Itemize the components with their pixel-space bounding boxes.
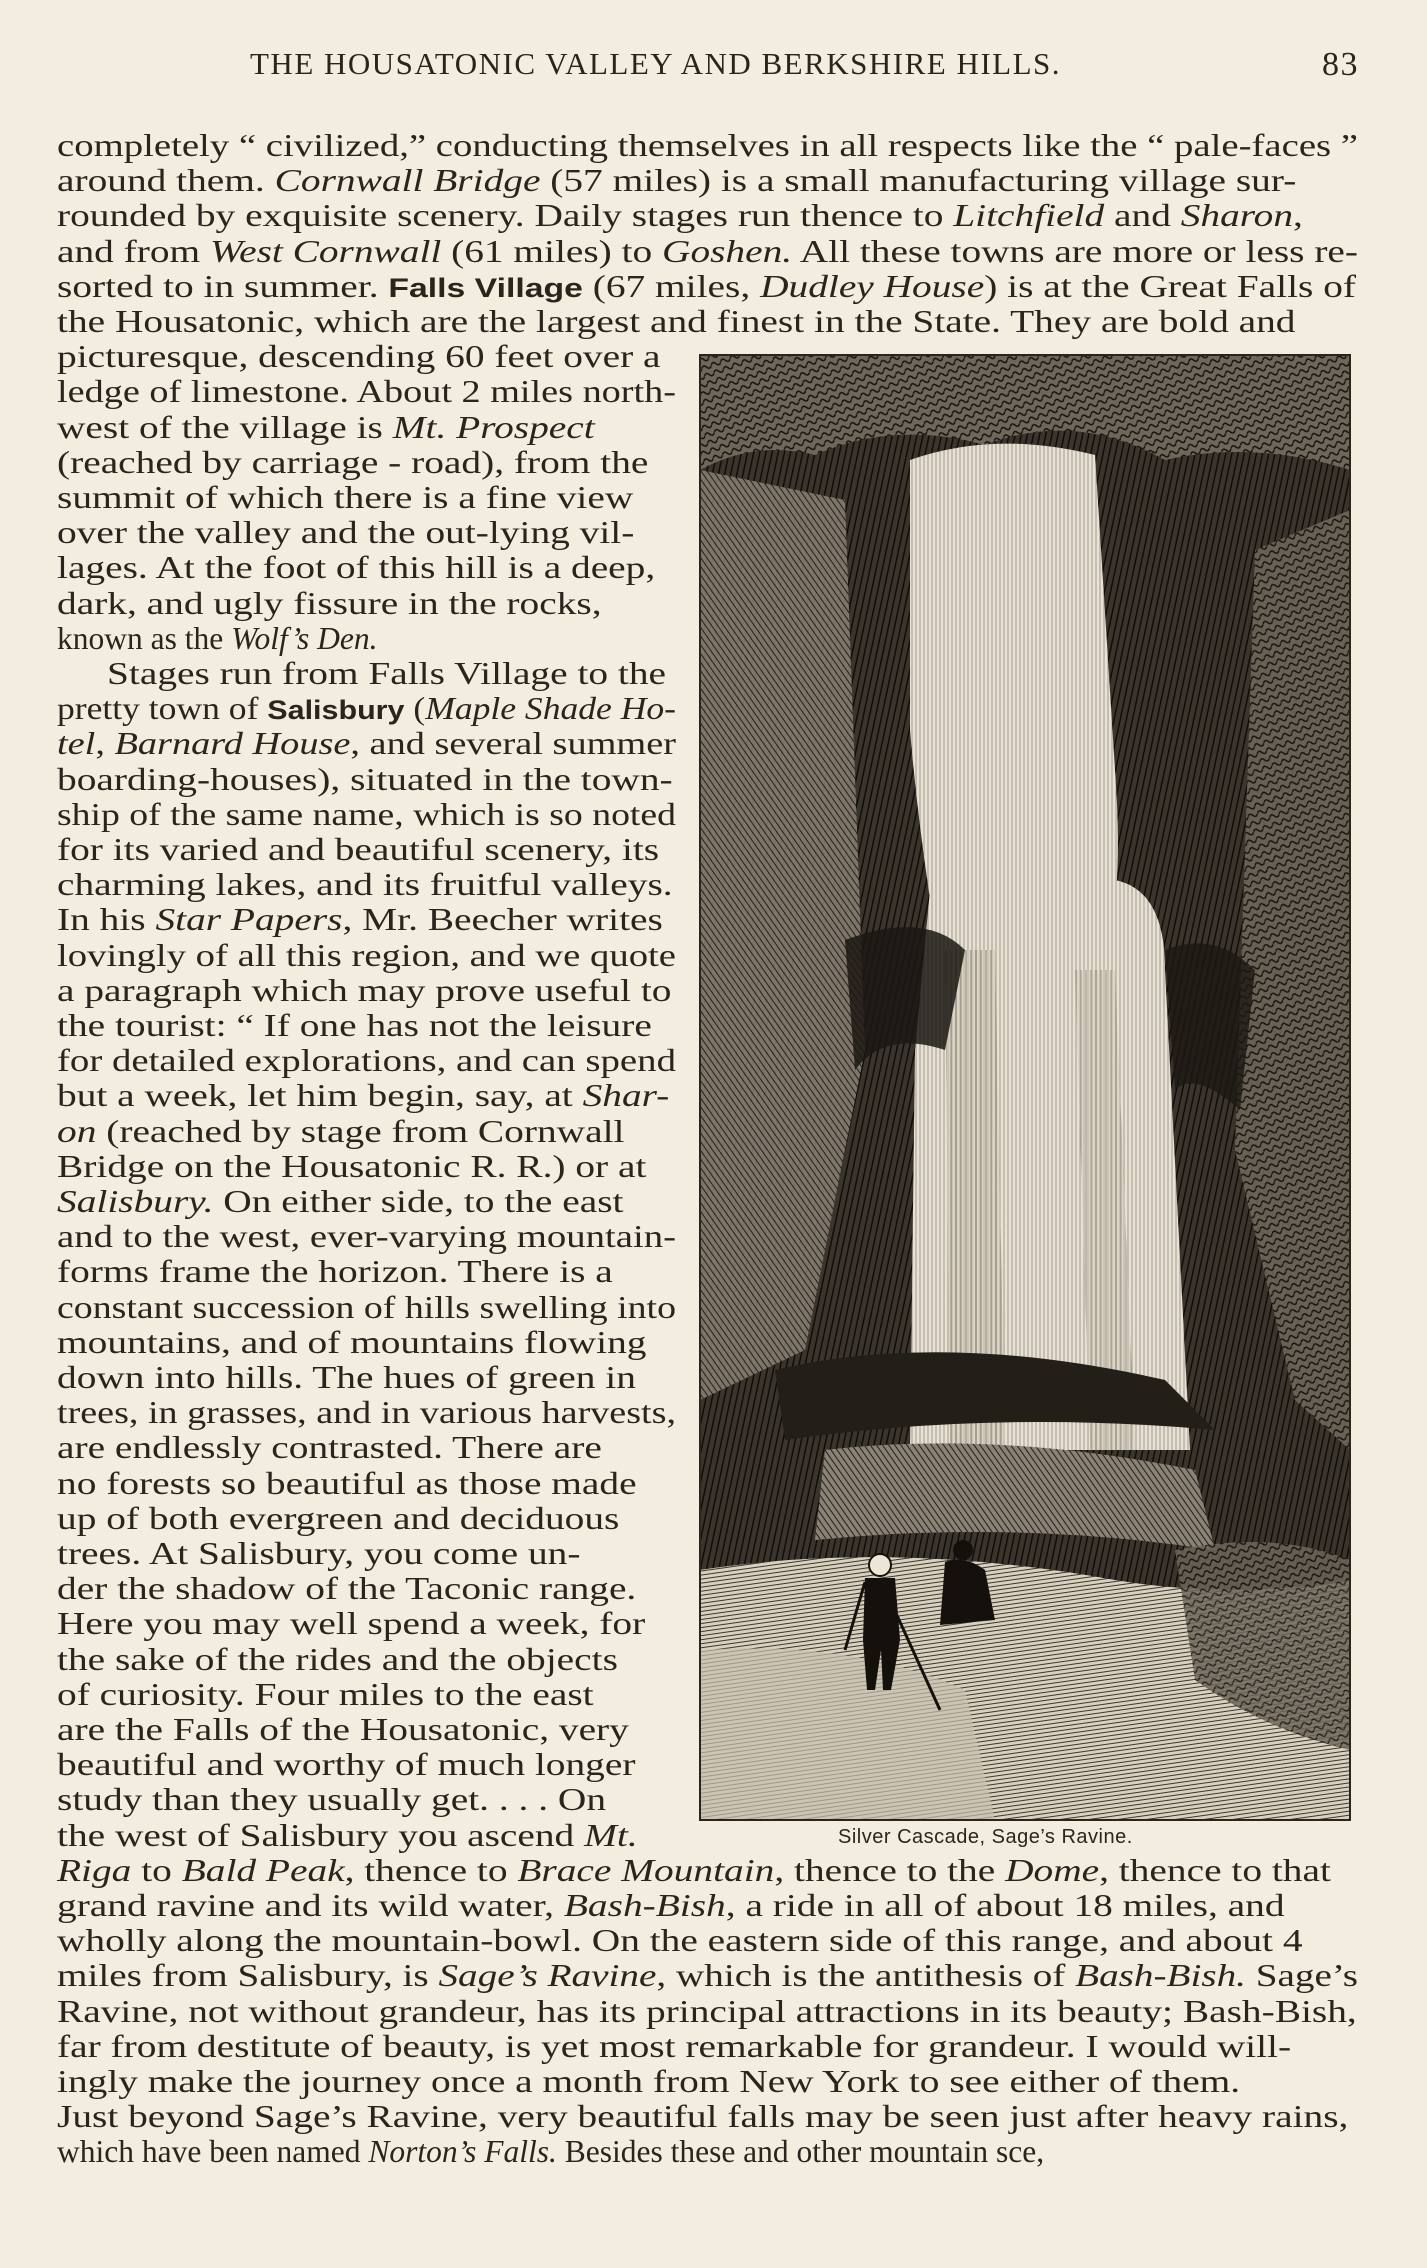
text-run: Maple Shade Ho-: [425, 691, 676, 727]
text-run: Star Papers: [155, 902, 343, 938]
text-line: [57, 1642, 618, 1677]
text-run: Brace Mountain: [517, 1852, 775, 1888]
text-run: miles from Salisbury, is: [57, 1958, 439, 1994]
text-run: for its varied and beautiful scenery, its: [57, 832, 660, 867]
text-line: [57, 515, 634, 550]
text-line: [57, 480, 633, 515]
text-line: [57, 1430, 602, 1465]
text-line: [57, 1923, 1303, 1958]
text-line: [57, 1536, 580, 1571]
text-run: grand ravine and its wild water,: [57, 1888, 564, 1923]
text-run: Stages run from Falls Village to the: [107, 656, 667, 691]
text-run: are the Falls of the Housatonic, very: [57, 1712, 629, 1747]
text-line: [57, 2134, 1044, 2169]
text-run: ) is at the Great Falls of: [984, 268, 1357, 304]
text-run: but a week, let him begin, say, at: [57, 1078, 583, 1114]
text-run: lovingly of all this region, and we quote: [57, 937, 676, 973]
text-run: summit of which there is a fine view: [57, 480, 634, 515]
text-run: , thence to: [344, 1852, 518, 1888]
text-line: [57, 550, 655, 585]
text-run: for detailed explorations, and can spend: [57, 1043, 676, 1079]
text-line: [57, 1290, 676, 1325]
text-run: Dome: [1005, 1852, 1100, 1888]
text-line: [57, 410, 595, 445]
text-run: pretty town of: [57, 691, 268, 727]
text-line: [57, 1078, 669, 1113]
text-line: [57, 1818, 638, 1853]
text-run: (reached by stage from Cornwall: [96, 1113, 625, 1149]
text-line: [57, 1606, 645, 1641]
text-line: [57, 1219, 676, 1254]
text-run: Bash-Bish.: [1075, 1958, 1246, 1994]
text-run: far from destitute of beauty, is yet most remarkable for grandeur. I would will-: [57, 2028, 1292, 2064]
text-run: Bash-Bish: [563, 1888, 726, 1923]
text-run: Salisbury: [267, 695, 405, 726]
text-run: In his: [57, 902, 156, 938]
text-run: Falls Village: [388, 272, 583, 303]
text-line: [57, 1254, 613, 1289]
text-run: , and several summer: [350, 726, 676, 762]
text-run: ledge of limestone. About 2 miles north-: [57, 374, 676, 410]
text-run: Sage’s Ravine: [438, 1958, 657, 1994]
figure-caption: Silver Cascade, Sage’s Ravine.: [838, 1826, 1133, 1848]
text-line: [57, 2099, 1348, 2134]
text-run: constant succession of hills swelling into: [57, 1289, 676, 1325]
text-run: Litchfield: [953, 198, 1105, 234]
text-run: ,: [95, 726, 115, 762]
text-run: around them.: [57, 163, 275, 199]
text-run: down into hills. The hues of green in: [57, 1360, 636, 1395]
text-line: [57, 269, 1356, 306]
text-run: ,: [1293, 198, 1303, 234]
text-line: [57, 586, 602, 621]
text-run: trees, in grasses, and in various harvests,: [57, 1395, 676, 1431]
text-run: of curiosity. Four miles to the east: [57, 1676, 594, 1712]
text-run: Dudley House: [760, 268, 985, 304]
text-run: Goshen.: [662, 233, 793, 269]
text-line: [57, 867, 673, 902]
text-run: picturesque, descending 60 feet over a: [57, 339, 661, 375]
text-run: and: [1104, 198, 1181, 234]
text-line: [107, 656, 666, 691]
text-run: the Housatonic, which are the largest and finest in the State. They are bold and: [57, 304, 1296, 339]
text-line: [57, 1114, 624, 1149]
text-run: Salisbury.: [57, 1184, 214, 1219]
text-run: , Mr. Beecher writes: [342, 902, 663, 938]
text-run: and from: [57, 233, 210, 269]
text-line: [57, 339, 661, 374]
text-run: Shar-: [582, 1078, 670, 1114]
text-line: [57, 1395, 676, 1430]
text-line: [57, 1994, 1357, 2029]
text-run: Sharon: [1180, 198, 1294, 234]
text-line: [57, 1747, 635, 1782]
text-run: ship of the same name, which is so noted: [57, 796, 676, 832]
text-run: no forests so beautiful as those made: [57, 1465, 637, 1501]
text-line: [57, 234, 1358, 269]
page-number: 83: [1322, 46, 1359, 83]
text-run: Norton’s Falls.: [368, 2134, 557, 2170]
text-run: Mt.: [584, 1817, 638, 1853]
text-run: mountains, and of mountains flowing: [57, 1324, 647, 1360]
text-run: the tourist: “ If one has not the leisure: [57, 1008, 652, 1043]
text-run: Mt. Prospect: [392, 409, 595, 445]
text-run: a paragraph which may prove useful to: [57, 972, 672, 1008]
text-run: (61 miles) to: [441, 233, 663, 269]
text-run: rounded by exquisite scenery. Daily stages run thence to: [57, 198, 954, 234]
text-line: [57, 1782, 606, 1817]
text-run: Riga: [57, 1852, 132, 1888]
text-line: [57, 797, 676, 832]
text-run: Besides these and other mountain sce,: [556, 2134, 1045, 2170]
text-run: Barnard House: [114, 726, 351, 762]
text-line: [57, 1958, 1358, 1993]
text-line: [57, 198, 1303, 233]
text-run: Bald Peak: [181, 1852, 345, 1888]
text-run: west of the village is: [57, 409, 393, 445]
text-run: tel: [57, 726, 96, 762]
text-line: [57, 1712, 629, 1747]
text-run: Just beyond Sage’s Ravine, very beautiful falls may be seen just after heavy rains,: [57, 2099, 1349, 2135]
text-line: [57, 1184, 623, 1219]
text-run: Cornwall Bridge: [274, 163, 541, 199]
waterfall-engraving: [695, 350, 1355, 1825]
text-run: lages. At the foot of this hill is a deep,: [57, 550, 656, 586]
text-run: , thence to the: [774, 1852, 1006, 1888]
text-run: On either side, to the east: [213, 1184, 624, 1219]
text-run: the sake of the rides and the objects: [57, 1641, 618, 1677]
text-run: West Cornwall: [209, 233, 442, 269]
text-run: (: [404, 691, 426, 727]
text-run: which have been named: [57, 2134, 369, 2170]
text-run: up of both evergreen and deciduous: [57, 1500, 620, 1536]
text-line: [57, 938, 676, 973]
text-run: known as the: [57, 620, 232, 656]
text-line: [57, 374, 676, 409]
text-run: over the valley and the out-lying vil-: [57, 515, 635, 551]
text-run: wholly along the mountain-bowl. On the eastern side of this range, and about 4: [57, 1923, 1303, 1959]
text-run: (67 miles,: [582, 268, 761, 304]
text-run: sorted to in summer.: [57, 268, 389, 304]
text-line: [57, 163, 1296, 198]
text-run: to: [131, 1852, 182, 1888]
text-line: [57, 1043, 676, 1078]
text-line: [57, 902, 663, 937]
text-run: , a ride in all of about 18 miles, and: [725, 1888, 1285, 1923]
text-run: Wolf’s Den.: [231, 620, 378, 656]
text-line: [57, 762, 673, 797]
text-run: Here you may well spend a week, for: [57, 1606, 646, 1642]
text-line: [57, 1008, 652, 1043]
running-title: THE HOUSATONIC VALLEY AND BERKSHIRE HILLS.: [250, 46, 1062, 81]
text-run: study than they usually get. . . . On: [57, 1782, 607, 1818]
text-line: [57, 128, 1358, 163]
running-header: [0, 46, 1427, 86]
text-line: [57, 973, 671, 1008]
text-line: [57, 445, 648, 480]
text-run: ingly make the journey once a month from New York to see either of them.: [57, 2064, 1241, 2099]
text-run: completely “ civilized,” conducting themselves in all respects like the “ pale-faces ”: [57, 128, 1358, 163]
text-run: , thence to that: [1099, 1852, 1331, 1888]
text-line: [57, 726, 676, 761]
text-run: (reached by carriage - road), from the: [57, 444, 649, 480]
text-line: [57, 1888, 1285, 1923]
text-line: [57, 2029, 1291, 2064]
text-run: the west of Salisbury you ascend: [57, 1817, 585, 1853]
text-run: beautiful and worthy of much longer: [57, 1747, 636, 1783]
text-line: [57, 1360, 636, 1395]
text-run: der the shadow of the Taconic range.: [57, 1571, 637, 1607]
text-run: boarding-houses), situated in the town-: [57, 761, 673, 797]
text-line: [57, 1149, 646, 1184]
text-run: Sage’s: [1245, 1958, 1358, 1994]
text-line: [57, 832, 659, 867]
text-line: [57, 1501, 619, 1536]
text-run: Bridge on the Housatonic R. R.) or at: [57, 1148, 647, 1184]
text-line: [57, 1853, 1331, 1888]
text-run: forms frame the horizon. There is a: [57, 1254, 613, 1290]
text-line: [57, 1466, 637, 1501]
text-run: charming lakes, and its fruitful valleys.: [57, 867, 673, 903]
text-run: (57 miles) is a small manufacturing village sur-: [540, 163, 1297, 199]
text-run: and to the west, ever-varying mountain-: [57, 1219, 676, 1255]
text-line: [57, 304, 1295, 339]
text-line: [57, 621, 378, 656]
text-run: dark, and ugly fissure in the rocks,: [57, 585, 602, 621]
text-run: are endlessly contrasted. There are: [57, 1430, 602, 1466]
text-line: [57, 691, 676, 728]
text-line: [57, 2064, 1240, 2099]
text-run: , which is the antithesis of: [656, 1958, 1076, 1994]
text-line: [57, 1325, 646, 1360]
text-run: on: [57, 1113, 97, 1149]
text-line: [57, 1677, 594, 1712]
text-run: All these towns are more or less re-: [792, 233, 1358, 269]
text-line: [57, 1571, 636, 1606]
text-run: trees. At Salisbury, you come un-: [57, 1536, 581, 1571]
text-run: Ravine, not without grandeur, has its principal attractions in its beauty; Bash-Bish,: [57, 1993, 1357, 2029]
